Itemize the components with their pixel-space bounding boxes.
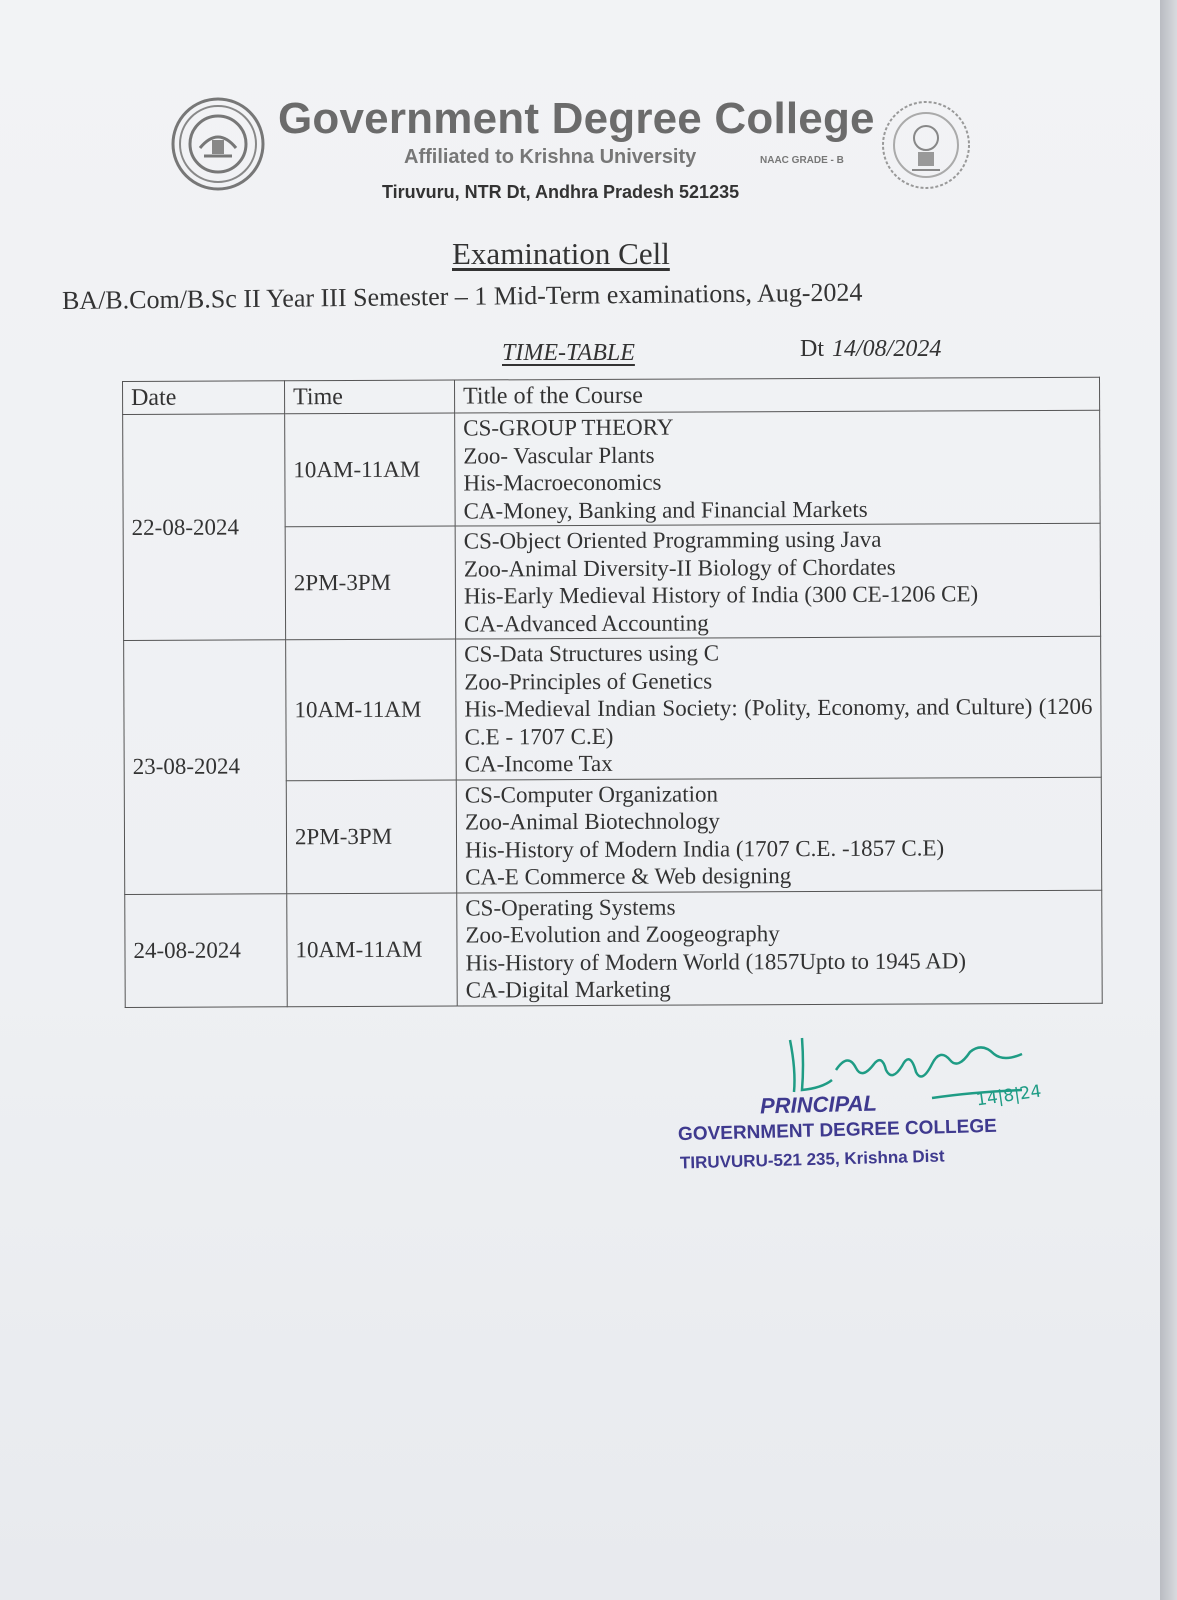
- course-item: Zoo-Evolution and Zoogeography: [465, 921, 780, 948]
- stamp-location: TIRUVURU-521 235, Krishna Dist: [679, 1146, 945, 1173]
- course-item: CS-Object Oriented Programming using Java: [463, 526, 882, 554]
- state-emblem-icon: [880, 98, 972, 192]
- stamp-college: GOVERNMENT DEGREE COLLEGE: [677, 1115, 998, 1146]
- time-cell: 2PM-3PM: [285, 526, 455, 640]
- course-item: Zoo- Vascular Plants: [463, 442, 655, 469]
- timetable-label: TIME-TABLE: [502, 340, 635, 366]
- exam-title: BA/B.Com/B.Sc II Year III Semester – 1 Mid-Term examinations, Aug-2024: [61, 277, 863, 315]
- time-cell: 2PM-3PM: [286, 780, 456, 894]
- page-edge-shadow: [1160, 0, 1177, 1600]
- course-item: His-Early Medieval History of India (300 CE-1206 CE): [463, 581, 979, 609]
- table-row: [123, 410, 1100, 527]
- course-item: Zoo-Principles of Genetics: [464, 667, 713, 695]
- date-value: 14/08/2024: [832, 336, 942, 362]
- course-item: Zoo-Animal Biotechnology: [464, 808, 720, 835]
- date-cell: 23-08-2024: [124, 640, 287, 894]
- course-cell: [456, 777, 1101, 893]
- date-cell: 24-08-2024: [125, 893, 287, 1007]
- course-item: His-History of Modern World (1857Upto to 1945 AD): [465, 947, 967, 976]
- date-label: Dt: [800, 336, 824, 362]
- course-item: CS-Computer Organization: [464, 780, 719, 808]
- course-cell: [457, 890, 1102, 1006]
- table-header-row: [123, 377, 1100, 414]
- course-item: CA-Income Tax: [464, 750, 613, 777]
- timetable: [122, 377, 1103, 1008]
- college-logo-icon: [170, 96, 266, 192]
- course-item: CS-GROUP THEORY: [463, 414, 674, 441]
- course-item: His-Macroeconomics: [463, 469, 662, 496]
- naac-grade: NAAC GRADE - B: [760, 155, 844, 166]
- course-cell: [455, 523, 1100, 639]
- signature-date: 14|8|24: [974, 1081, 1043, 1111]
- affiliation-text: Affiliated to Krishna University: [404, 146, 697, 168]
- table-row: [124, 636, 1102, 781]
- column-header-course: Title of the Course: [454, 377, 1099, 413]
- time-cell: 10AM-11AM: [287, 893, 457, 1007]
- course-item: CA-Money, Banking and Financial Markets: [463, 496, 868, 524]
- course-cell: [455, 410, 1100, 526]
- course-item: Zoo-Animal Diversity-II Biology of Chordates: [463, 554, 896, 582]
- course-item: CA-Advanced Accounting: [464, 609, 709, 637]
- time-cell: 10AM-11AM: [286, 639, 457, 780]
- college-name: Government Degree College: [278, 94, 875, 143]
- course-cell: [456, 636, 1102, 779]
- course-item: His-Medieval Indian Society: (Polity, Economy, and Culture) (1206 C.E - 1707 C.E): [464, 693, 1093, 750]
- column-header-time: Time: [285, 380, 455, 414]
- examination-cell-heading: Examination Cell: [452, 236, 670, 271]
- date-cell: 22-08-2024: [123, 414, 286, 641]
- course-item: CS-Data Structures using C: [464, 640, 720, 667]
- time-cell: 10AM-11AM: [285, 413, 455, 527]
- table-row: [125, 890, 1102, 1007]
- column-header-date: Date: [123, 381, 285, 415]
- principal-stamp: PRINCIPAL: [759, 1090, 878, 1119]
- course-item: His-History of Modern India (1707 C.E. -1857 C.E): [464, 834, 945, 863]
- course-item: CA-Digital Marketing: [465, 976, 671, 1003]
- course-item: CS-Operating Systems: [465, 894, 676, 921]
- issue-date: [800, 336, 941, 363]
- course-item: CA-E Commerce & Web designing: [465, 863, 792, 890]
- college-address: Tiruvuru, NTR Dt, Andhra Pradesh 521235: [382, 182, 740, 202]
